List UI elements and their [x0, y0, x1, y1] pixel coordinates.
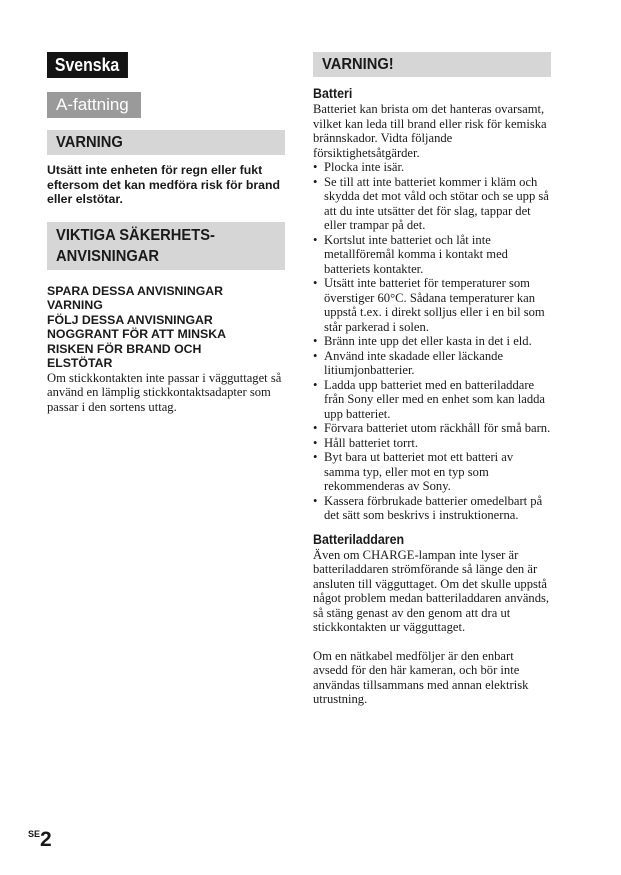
list-item: • Ladda upp batteriet med en batteriladdare från Sony eller med en enhet som kan ladda upp batteriet. — [313, 378, 551, 422]
warning-text: Utsätt inte enheten för regn eller fukt eftersom det kan medföra risk för brand eller elstötar. — [47, 163, 281, 206]
list-item: • Byt bara ut batteriet mot ett batteri av samma typ, eller mot en typ som rekommenderas av Sony. — [313, 450, 551, 494]
battery-warning-heading: VARNING! — [313, 52, 551, 77]
power-cord-text: Om en nätkabel medföljer är den enbart avsedd för den här kameran, och bör inte användas tillsammans med annan elektrisk utrustning. — [313, 648, 529, 706]
safety-line: VARNING — [47, 298, 103, 312]
charger-heading: Batteriladdaren — [313, 531, 405, 547]
safety-line: SPARA DESSA ANVISNINGAR — [47, 283, 224, 298]
list-item: • Kortslut inte batteriet och låt inte metallföremål komma i kontakt med batteriets kontakter. — [313, 233, 551, 277]
battery-heading: Batteri — [313, 86, 353, 101]
battery-precautions-list — [313, 160, 551, 523]
page-number — [28, 828, 52, 852]
warning-heading: VARNING — [47, 130, 285, 155]
safety-line: NOGGRANT FÖR ATT MINSKA — [47, 327, 226, 341]
safety-line: RISKEN FÖR BRAND OCH — [47, 341, 202, 356]
charger-text: Även om CHARGE-lampan inte lyser är batteriladdaren strömförande så länge den är ansluten till vägguttaget. Om det skulle uppstå något problem medan batteriladdaren används, så stäng genast av den genom att dra ut stickkontakten ur vägguttaget. — [313, 547, 550, 634]
safety-heading-line1: VIKTIGA SÄKERHETS- — [56, 226, 215, 244]
left-column — [47, 52, 285, 414]
mount-tab — [47, 78, 285, 118]
list-item: • Förvara batteriet utom räckhåll för små barn. — [313, 421, 551, 436]
safety-line: ELSTÖTAR — [47, 356, 113, 370]
page-lang-code: SE — [28, 829, 41, 839]
safety-line: FÖLJ DESSA ANVISNINGAR — [47, 312, 213, 327]
page-number-value: 2 — [40, 828, 52, 851]
right-column — [313, 52, 551, 707]
safety-heading — [47, 222, 285, 270]
list-item: • Håll batteriet torrt. — [313, 436, 551, 451]
language-tab — [47, 52, 285, 78]
safety-heading-line2: ANVISNINGAR — [56, 247, 160, 265]
list-item: • Plocka inte isär. — [313, 160, 551, 175]
mount-tab-label: A-fattning — [47, 92, 141, 118]
language-tab-label: Svenska — [47, 52, 128, 78]
list-item: • Se till att inte batteriet kommer i kläm och skydda det mot våld och stötar och se upp så att du inte utsätter det för slag, tappar det eller trampar på det. — [313, 175, 551, 233]
socket-adapter-text: Om stickkontakten inte passar i vägguttaget så använd en lämplig stickkontaktsadapter som passar i den sortens uttag. — [47, 370, 282, 414]
list-item: • Utsätt inte batteriet för temperaturer som överstiger 60°C. Sådana temperaturer kan uppstå t.ex. i direkt solljus eller i en bil som står parkerad i solen. — [313, 276, 551, 334]
list-item: • Kassera förbrukade batterier omedelbart på det sätt som beskrivs i instruktionerna. — [313, 494, 551, 523]
list-item: • Bränn inte upp det eller kasta in det i eld. — [313, 334, 551, 349]
battery-intro: Batteriet kan brista om det hanteras ovarsamt, vilket kan leda till brand eller risk för kemiska brännskador. Vidta följande försiktighetsåtgärder. — [313, 102, 547, 160]
safety-instructions — [47, 284, 285, 371]
list-item: • Använd inte skadade eller läckande litiumjonbatterier. — [313, 349, 551, 378]
paragraph-gap — [313, 635, 551, 649]
